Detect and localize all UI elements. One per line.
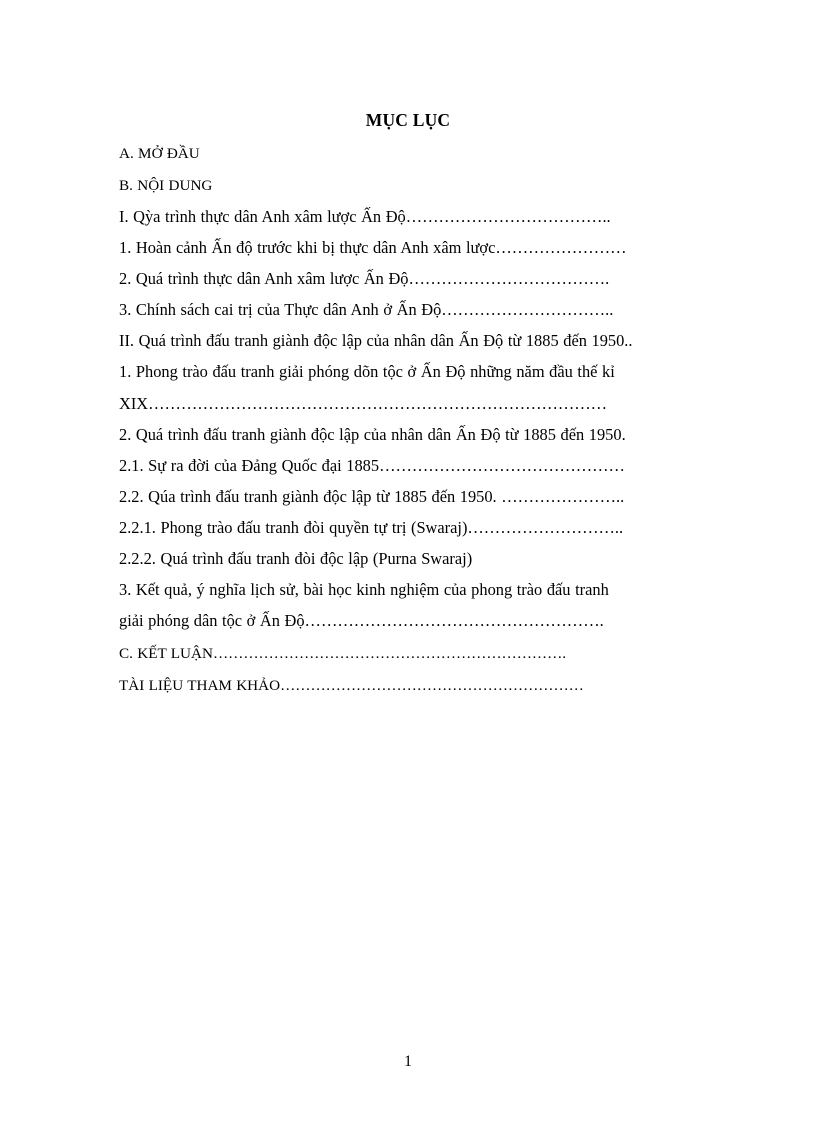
toc-entry-2-2-1: 2.2.1. Phong trào đấu tranh đòi quyền tự trị (Swaraj)………………………..	[119, 518, 624, 537]
toc-entry-tai-lieu: TÀI LIỆU THAM KHẢO……………………………………………………	[119, 677, 584, 694]
toc-entry-b-noi-dung: B. NỘI DUNG	[119, 177, 213, 194]
toc-entry-II-1-cont: XIX…………………………………………………………………………	[119, 394, 608, 413]
toc-entry-I-3: 3. Chính sách cai trị của Thực dân Anh ở Ấn Độ…………………………..	[119, 300, 614, 319]
toc-entry-I: I. Qỳa trình thực dân Anh xâm lược Ấn Độ………………………………..	[119, 207, 611, 226]
toc-entry-2-1: 2.1. Sự ra đời của Đảng Quốc đại 1885………………………………………	[119, 456, 625, 475]
toc-entry-a-mo-dau: A. MỞ ĐẦU	[119, 145, 200, 162]
toc-entry-II-2: 2. Quá trình đấu tranh giành độc lập của nhân dân Ấn Độ từ 1885 đến 1950.	[119, 425, 626, 444]
toc-entry-II-3-cont: giải phóng dân tộc ở Ấn Độ……………………………………………….	[119, 611, 604, 630]
toc-entry-II-1: 1. Phong trào đấu tranh giải phóng dõn tộc ở Ấn Độ những năm đầu thế kỉ	[119, 362, 615, 381]
page-title: MỤC LỤC	[365, 110, 451, 130]
toc-entry-I-1: 1. Hoàn cảnh Ấn độ trước khi bị thực dân Anh xâm lược……………………	[119, 238, 627, 257]
toc-entry-c-ket-luan: C. KẾT LUẬN…………………………………………………………….	[119, 645, 567, 662]
toc-entry-2-2-2: 2.2.2. Quá trình đấu tranh đòi độc lập (Purna Swaraj)	[119, 549, 473, 568]
page-number: 1	[404, 1053, 412, 1070]
toc-entry-2-2: 2.2. Qúa trình đấu tranh giành độc lập từ 1885 đến 1950. …………………..	[119, 487, 625, 506]
toc-entry-II-3: 3. Kết quả, ý nghĩa lịch sử, bài học kinh nghiệm của phong trào đấu tranh	[119, 580, 609, 599]
toc-entry-I-2: 2. Quá trình thực dân Anh xâm lược Ấn Độ……………………………….	[119, 269, 610, 288]
toc-entry-II: II. Quá trình đấu tranh giành độc lập của nhân dân Ấn Độ từ 1885 đến 1950..	[119, 331, 633, 350]
